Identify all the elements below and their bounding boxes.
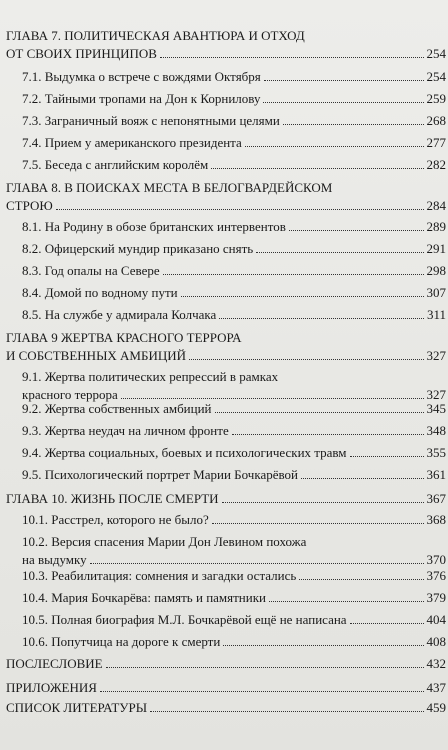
toc-entry-title-line: ГЛАВА 8. В ПОИСКАХ МЕСТА В БЕЛОГВАРДЕЙСКОМ bbox=[6, 180, 333, 195]
page-number: 432 bbox=[426, 656, 446, 671]
dot-leader bbox=[283, 124, 424, 125]
toc-entry-title: 8.1. На Родину в обозе британских интервентов bbox=[22, 219, 286, 234]
toc-entry-title: 10.3. Реабилитация: сомнения и загадки остались bbox=[22, 568, 297, 583]
toc-entry-title: 7.1. Выдумка о встрече с вождями Октября bbox=[22, 69, 261, 84]
page-number: 268 bbox=[426, 113, 446, 128]
dot-leader bbox=[215, 412, 424, 413]
dot-leader bbox=[269, 601, 424, 602]
toc-entry-title-line: ГЛАВА 7. ПОЛИТИЧЕСКАЯ АВАНТЮРА И ОТХОД bbox=[6, 28, 305, 43]
page-number: 361 bbox=[426, 467, 446, 482]
toc-entry-title: И СОБСТВЕННЫХ АМБИЦИЙ bbox=[6, 348, 187, 363]
dot-leader bbox=[301, 478, 423, 479]
toc-entry-title: 10.5. Полная биография М.Л. Бочкарёвой ещё не написана bbox=[22, 612, 347, 627]
page-number: 355 bbox=[426, 445, 446, 460]
dot-leader bbox=[150, 711, 423, 712]
toc-entry-title: красного террора bbox=[22, 387, 118, 402]
page-number: 408 bbox=[426, 634, 446, 649]
toc-entry-title: ПОСЛЕСЛОВИЕ bbox=[6, 656, 103, 671]
dot-leader bbox=[219, 318, 424, 319]
dot-leader bbox=[223, 645, 423, 646]
page-number: 370 bbox=[426, 552, 446, 567]
dot-leader bbox=[211, 168, 423, 169]
page-number: 459 bbox=[426, 700, 446, 715]
page-number: 277 bbox=[426, 135, 446, 150]
page-number: 345 bbox=[426, 401, 446, 416]
page-number: 284 bbox=[426, 198, 446, 213]
toc-entry-title: ПРИЛОЖЕНИЯ bbox=[6, 680, 97, 695]
toc-entry-title: 7.2. Тайными тропами на Дон к Корнилову bbox=[22, 91, 261, 106]
toc-entry-title: СПИСОК ЛИТЕРАТУРЫ bbox=[6, 700, 148, 715]
toc-entry-title: 8.5. На службе у адмирала Колчака bbox=[22, 307, 217, 322]
toc-entry-title: 10.1. Расстрел, которого не было? bbox=[22, 512, 209, 527]
page-number: 307 bbox=[426, 285, 446, 300]
page-number: 289 bbox=[426, 219, 446, 234]
dot-leader bbox=[256, 252, 423, 253]
toc-entry-title: 7.5. Беседа с английским королём bbox=[22, 157, 209, 172]
page-number: 298 bbox=[426, 263, 446, 278]
toc-entry-title: СТРОЮ bbox=[6, 198, 53, 213]
page-number: 259 bbox=[426, 91, 446, 106]
dot-leader bbox=[245, 146, 424, 147]
toc-entry-title: 8.3. Год опалы на Севере bbox=[22, 263, 160, 278]
page-number: 437 bbox=[426, 680, 446, 695]
toc-entry-title: 7.3. Заграничный вояж с непонятными целями bbox=[22, 113, 280, 128]
dot-leader bbox=[106, 667, 424, 668]
dot-leader bbox=[181, 296, 424, 297]
toc-entry-title: 9.3. Жертва неудач на личном фронте bbox=[22, 423, 229, 438]
toc-entry-title: 9.4. Жертва социальных, боевых и психологических травм bbox=[22, 445, 347, 460]
page-number: 327 bbox=[426, 348, 446, 363]
toc-entry-title: ГЛАВА 10. ЖИЗНЬ ПОСЛЕ СМЕРТИ bbox=[6, 491, 219, 506]
dot-leader bbox=[299, 579, 423, 580]
toc-entry-title-line: 9.1. Жертва политических репрессий в рамках bbox=[22, 369, 279, 384]
page-number: 291 bbox=[426, 241, 446, 256]
dot-leader bbox=[56, 209, 424, 210]
toc-entry-title: 10.6. Попутчица на дороге к смерти bbox=[22, 634, 221, 649]
page-number: 376 bbox=[426, 568, 446, 583]
dot-leader bbox=[263, 102, 423, 103]
toc-entry-title-line: ГЛАВА 9 ЖЕРТВА КРАСНОГО ТЕРРОРА bbox=[6, 330, 242, 345]
page-number: 367 bbox=[426, 491, 446, 506]
toc-entry-title: 10.4. Мария Бочкарёва: память и памятники bbox=[22, 590, 266, 605]
dot-leader bbox=[264, 80, 424, 81]
page-number: 327 bbox=[426, 387, 446, 402]
page-number: 311 bbox=[426, 307, 446, 322]
dot-leader bbox=[189, 359, 423, 360]
dot-leader bbox=[222, 502, 424, 503]
page-number: 404 bbox=[426, 612, 446, 627]
toc-entry-title-line: 10.2. Версия спасения Марии Дон Левином похожа bbox=[22, 534, 307, 549]
page-number: 254 bbox=[426, 46, 446, 61]
toc-entry-title: 9.5. Психологический портрет Марии Бочкарёвой bbox=[22, 467, 299, 482]
dot-leader bbox=[90, 563, 424, 564]
page-number: 348 bbox=[426, 423, 446, 438]
dot-leader bbox=[350, 456, 424, 457]
page-number: 254 bbox=[426, 69, 446, 84]
toc-entry-title: на выдумку bbox=[22, 552, 87, 567]
dot-leader bbox=[121, 398, 424, 399]
dot-leader bbox=[100, 691, 424, 692]
toc-entry-title: 7.4. Прием у американского президента bbox=[22, 135, 242, 150]
toc-entry-title: 8.2. Офицерский мундир приказано снять bbox=[22, 241, 254, 256]
dot-leader bbox=[163, 274, 424, 275]
page-number: 379 bbox=[426, 590, 446, 605]
page-number: 282 bbox=[426, 157, 446, 172]
dot-leader bbox=[212, 523, 424, 524]
dot-leader bbox=[289, 230, 424, 231]
toc-entry-title: 8.4. Домой по водному пути bbox=[22, 285, 178, 300]
toc-entry-title: ОТ СВОИХ ПРИНЦИПОВ bbox=[6, 46, 157, 61]
dot-leader bbox=[160, 57, 424, 58]
toc-entry-title: 9.2. Жертва собственных амбиций bbox=[22, 401, 212, 416]
dot-leader bbox=[232, 434, 424, 435]
dot-leader bbox=[350, 623, 424, 624]
page-number: 368 bbox=[426, 512, 446, 527]
